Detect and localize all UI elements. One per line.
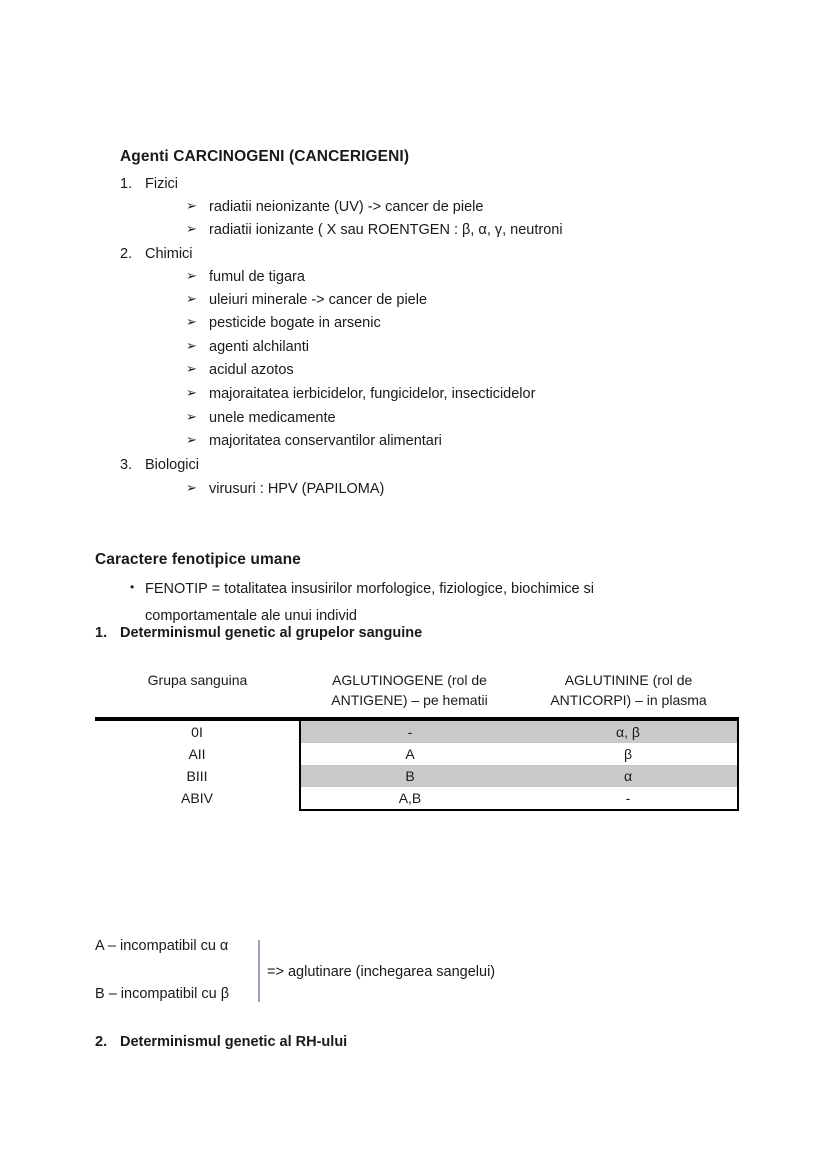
list-label: Biologici bbox=[145, 457, 199, 473]
bullet-text: pesticide bogate in arsenic bbox=[209, 315, 381, 331]
bullet-text: radiatii ionizante ( X sau ROENTGEN : β, α, γ, neutroni bbox=[209, 222, 563, 238]
cell-aglutinine: - bbox=[519, 787, 738, 810]
bullet-text: majoraitatea ierbicidelor, fungicidelor, insecticidelor bbox=[209, 386, 536, 402]
column-header-aglutinogene: AGLUTINOGENE (rol de ANTIGENE) – pe hematii bbox=[331, 672, 488, 709]
arrow-bullet-icon: ➢ bbox=[186, 409, 197, 424]
arrow-bullet-icon: ➢ bbox=[186, 314, 197, 329]
column-header-aglutinine: AGLUTININE (rol de ANTICORPI) – in plasma bbox=[550, 672, 707, 709]
subsection-grupe-sanguine bbox=[95, 625, 422, 641]
compatibility-line-a: A – incompatibil cu α bbox=[95, 938, 229, 954]
arrow-bullet-icon: ➢ bbox=[186, 268, 197, 283]
bullet-text: unele medicamente bbox=[209, 410, 336, 426]
list-item-fizici bbox=[120, 176, 178, 192]
compatibility-block bbox=[95, 938, 525, 1006]
bullet-item bbox=[186, 433, 442, 449]
subsection-title: Determinismul genetic al grupelor sanguine bbox=[120, 625, 423, 641]
list-item-biologici bbox=[120, 457, 199, 473]
bullet-text: virusuri : HPV (PAPILOMA) bbox=[209, 481, 385, 497]
table-row bbox=[95, 765, 738, 787]
table-row bbox=[95, 719, 738, 743]
cell-aglutinine: β bbox=[519, 743, 738, 765]
compatibility-line-b: B – incompatibil cu β bbox=[95, 986, 230, 1002]
bullet-item bbox=[186, 481, 384, 497]
cell-aglutinogene: B bbox=[300, 765, 519, 787]
fenotip-line-1: FENOTIP = totalitatea insusirilor morfologice, fiziologice, biochimice si bbox=[145, 581, 595, 597]
bullet-item bbox=[186, 386, 535, 402]
vertical-divider bbox=[258, 940, 260, 1002]
cell-aglutinogene: - bbox=[300, 719, 519, 743]
cell-aglutinine: α, β bbox=[519, 719, 738, 743]
bullet-item bbox=[186, 269, 305, 285]
bullet-item bbox=[186, 199, 483, 215]
bullet-item bbox=[186, 315, 381, 331]
list-label: Chimici bbox=[145, 246, 193, 262]
fenotip-line-2: comportamentale ale unui individ bbox=[145, 607, 357, 624]
bullet-item bbox=[186, 362, 294, 378]
bullet-text: radiatii neionizante (UV) -> cancer de piele bbox=[209, 199, 484, 215]
subsection-rh bbox=[95, 1034, 347, 1050]
arrow-bullet-icon: ➢ bbox=[186, 432, 197, 447]
list-number: 2. bbox=[120, 246, 133, 262]
bullet-item bbox=[186, 292, 427, 308]
arrow-bullet-icon: ➢ bbox=[186, 291, 197, 306]
list-label: Fizici bbox=[145, 176, 179, 192]
bullet-item bbox=[186, 222, 563, 238]
cell-group: BIII bbox=[95, 765, 300, 787]
arrow-bullet-icon: ➢ bbox=[186, 221, 197, 236]
arrow-bullet-icon: ➢ bbox=[186, 480, 197, 495]
bullet-item bbox=[186, 339, 309, 355]
bullet-item-fenotip bbox=[130, 578, 690, 628]
subsection-number: 2. bbox=[95, 1034, 108, 1050]
arrow-bullet-icon: ➢ bbox=[186, 338, 197, 353]
subsection-number: 1. bbox=[95, 625, 108, 641]
cell-group: ABIV bbox=[95, 787, 300, 810]
blood-group-table bbox=[95, 668, 738, 811]
bullet-text: majoritatea conservantilor alimentari bbox=[209, 433, 442, 449]
bullet-text: fumul de tigara bbox=[209, 269, 305, 285]
cell-group: AII bbox=[95, 743, 300, 765]
compatibility-conclusion: => aglutinare (inchegarea sangelui) bbox=[267, 964, 496, 980]
list-item-chimici bbox=[120, 246, 193, 262]
table-row bbox=[95, 787, 738, 810]
cell-aglutinogene: A,B bbox=[300, 787, 519, 810]
list-number: 1. bbox=[120, 176, 133, 192]
cell-aglutinogene: A bbox=[300, 743, 519, 765]
bullet-text: agenti alchilanti bbox=[209, 339, 309, 355]
subsection-title: Determinismul genetic al RH-ului bbox=[120, 1034, 348, 1050]
round-bullet-icon: • bbox=[130, 580, 135, 594]
table-row bbox=[95, 743, 738, 765]
cell-group: 0I bbox=[95, 719, 300, 743]
cell-aglutinine: α bbox=[519, 765, 738, 787]
arrow-bullet-icon: ➢ bbox=[186, 198, 197, 213]
arrow-bullet-icon: ➢ bbox=[186, 385, 197, 400]
section-title-caractere-fenotipice: Caractere fenotipice umane bbox=[95, 551, 301, 568]
bullet-text: acidul azotos bbox=[209, 362, 294, 378]
bullet-item bbox=[186, 410, 336, 426]
arrow-bullet-icon: ➢ bbox=[186, 361, 197, 376]
section-title-carcinogeni: Agenti CARCINOGENI (CANCERIGENI) bbox=[120, 148, 410, 165]
column-header-grupa: Grupa sanguina bbox=[147, 672, 248, 688]
bullet-text: uleiuri minerale -> cancer de piele bbox=[209, 292, 428, 308]
list-number: 3. bbox=[120, 457, 133, 473]
table-header-row bbox=[95, 668, 738, 719]
